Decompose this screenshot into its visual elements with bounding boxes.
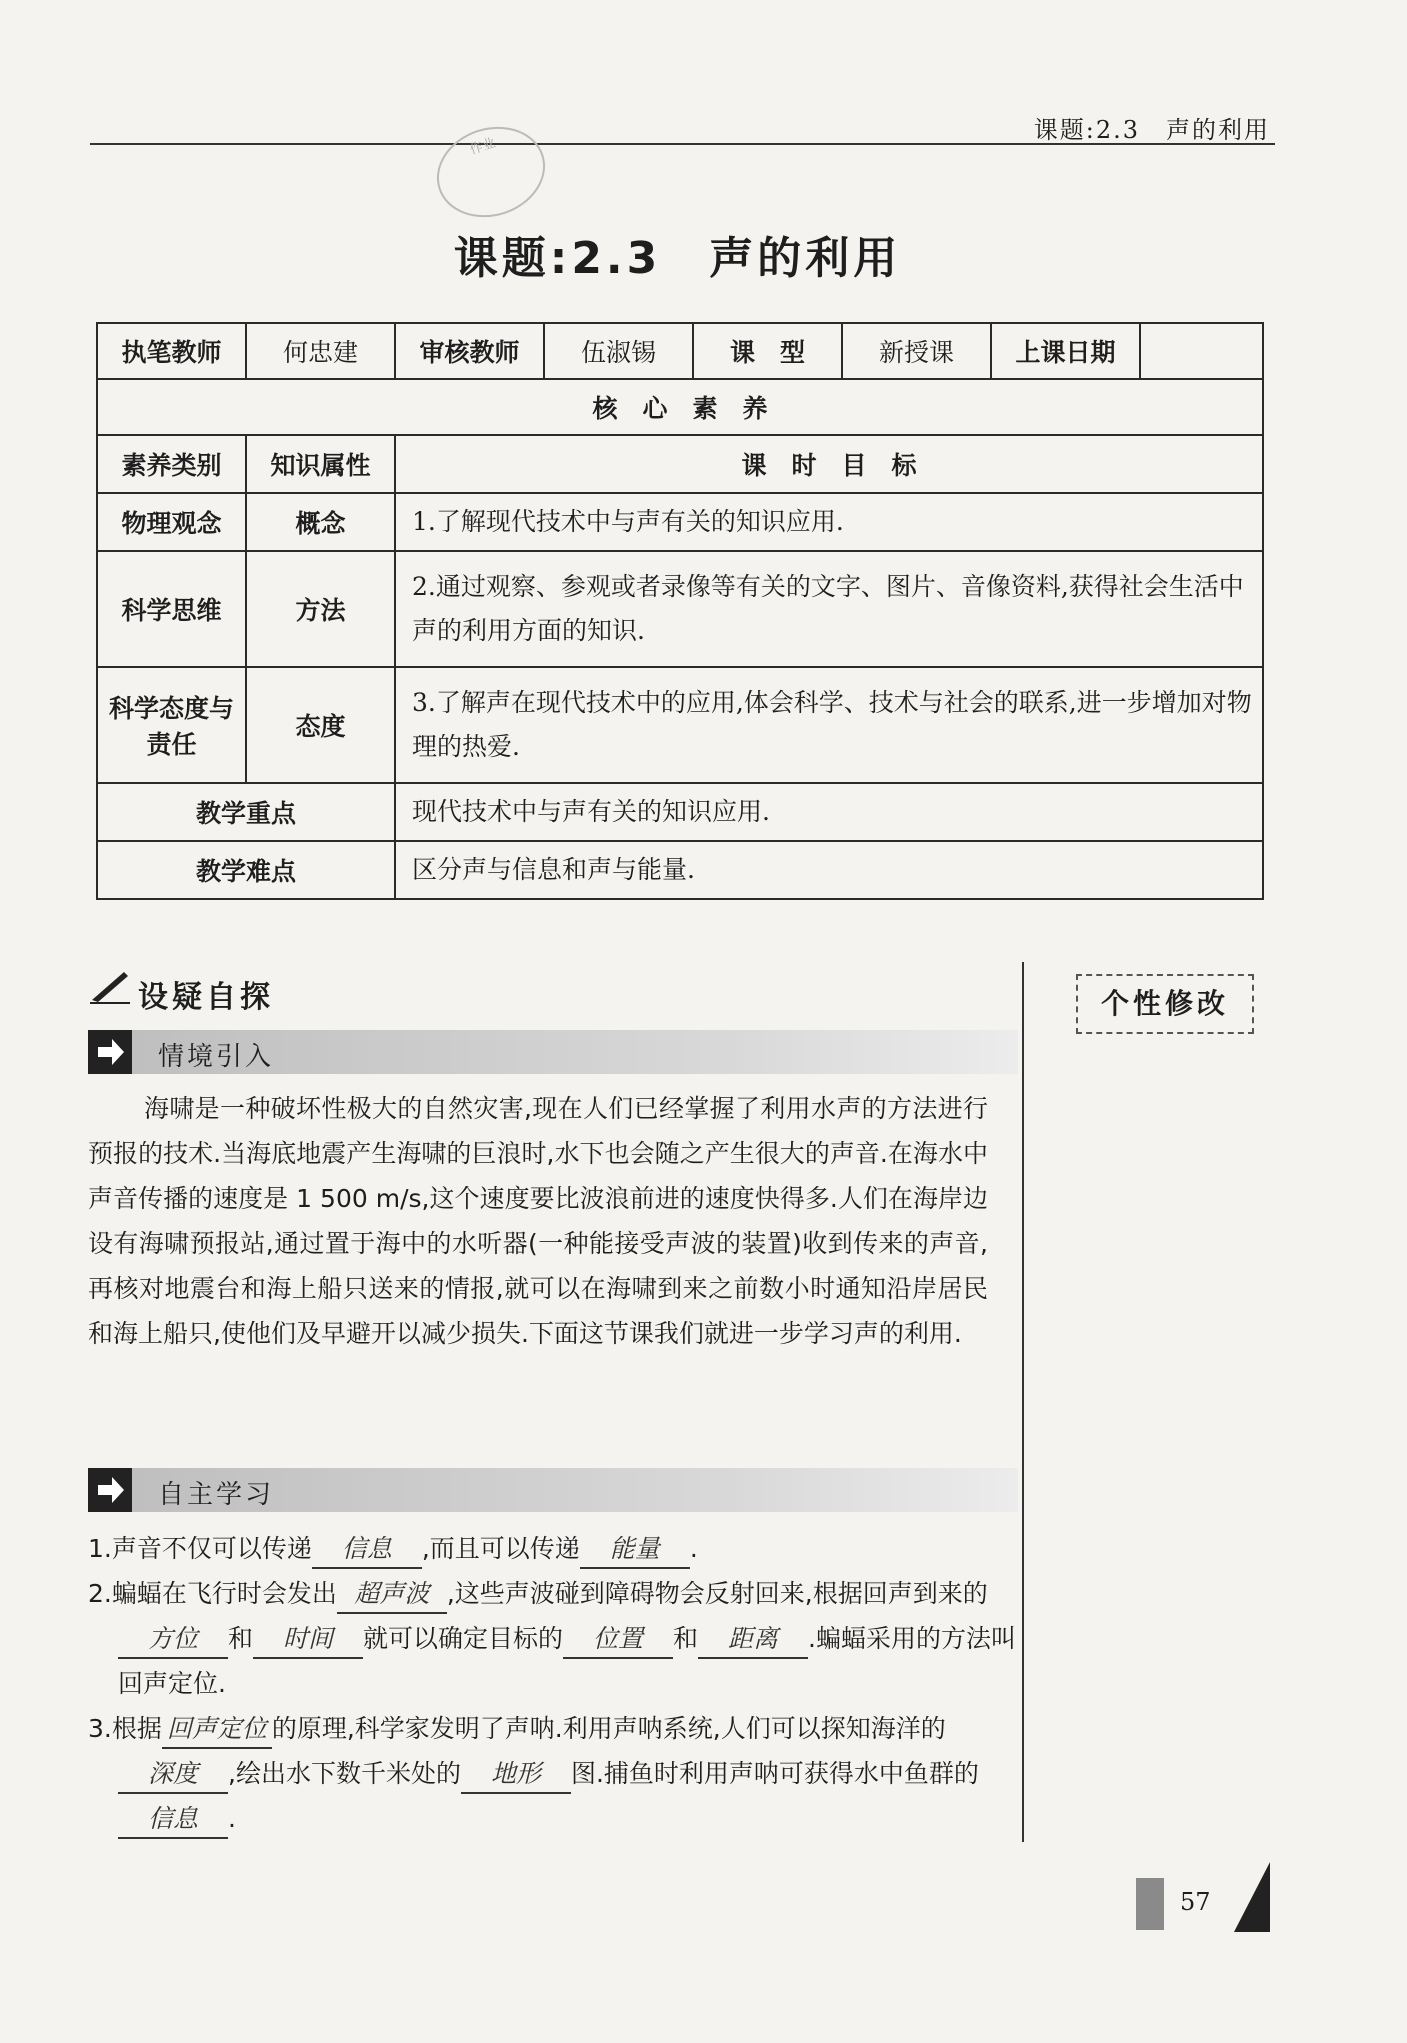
answer-blank: 距离 xyxy=(698,1621,808,1659)
arrow-icon xyxy=(88,1468,132,1512)
col-head-goal: 课 时 目 标 xyxy=(395,435,1263,493)
table-cell: 方法 xyxy=(246,551,395,667)
answer-blank: 方位 xyxy=(118,1621,228,1659)
page-title: 课题:2.3 声的利用 xyxy=(453,233,902,284)
table-cell-date-empty xyxy=(1140,323,1263,379)
table-cell: 课 型 xyxy=(693,323,842,379)
question-text: 和 xyxy=(228,1624,254,1653)
table-row xyxy=(97,379,1263,435)
key-point: 现代技术中与声有关的知识应用. xyxy=(395,783,1263,841)
self-study-banner xyxy=(88,1468,1018,1512)
answer-blank: 信息 xyxy=(312,1531,422,1569)
question-2 xyxy=(88,1571,1018,1706)
table-cell: 科学思维 xyxy=(97,551,246,667)
table-cell: 概念 xyxy=(246,493,395,551)
table-cell: 态度 xyxy=(246,667,395,783)
question-text: 和 xyxy=(673,1624,699,1653)
intro-paragraph: 海啸是一种破坏性极大的自然灾害,现在人们已经掌握了利用水声的方法进行预报的技术.当海底地震产生海啸的巨浪时,水下也会随之产生很大的声音.在海水中声音传播的速度是 1 500 m/s,这个速度要比波浪前进的速度快得多.人们在海岸边设有海啸预报站,通过置于海中的水听器(一种能接受声波的装置)收到传来的声音,再核对地震台和海上船只送来的情报,就可以在海啸到来之前数小时通知沿岸居民和海上船只,使他们及早避开以减少损失.下面这节课我们就进一步学习声的利用. xyxy=(88,1094,988,1348)
question-3 xyxy=(88,1706,1018,1841)
table-cell: 物理观念 xyxy=(97,493,246,551)
question-text: ,这些声波碰到障碍物会反射回来,根据回声到来的 xyxy=(446,1579,988,1608)
col-head-category: 素养类别 xyxy=(97,435,246,493)
question-text: 图.捕鱼时利用声呐可获得水中鱼群的 xyxy=(570,1759,979,1788)
col-head-attribute: 知识属性 xyxy=(246,435,395,493)
table-row xyxy=(97,667,1263,783)
page-corner-triangle xyxy=(1234,1862,1270,1932)
header-rule xyxy=(90,143,1275,145)
table-cell: 科学态度与责任 xyxy=(97,667,246,783)
personal-notes-box: 个性修改 xyxy=(1076,974,1254,1034)
table-row xyxy=(97,783,1263,841)
intro-label: 情境引入 xyxy=(158,1042,275,1072)
question-text: ,绘出水下数千米处的 xyxy=(228,1759,461,1788)
question-text: . xyxy=(228,1804,236,1833)
table-cell: 新授课 xyxy=(842,323,991,379)
answer-blank: 深度 xyxy=(118,1756,228,1794)
table-cell: 1.了解现代技术中与声有关的知识应用. xyxy=(395,493,1263,551)
stamp-text: 作业 xyxy=(468,135,498,158)
table-cell: 上课日期 xyxy=(991,323,1140,379)
answer-blank: 能量 xyxy=(580,1531,690,1569)
difficulty-label: 教学难点 xyxy=(97,841,395,899)
section-title: 设疑自探 xyxy=(138,980,274,1015)
arrow-icon xyxy=(88,1030,132,1074)
answer-blank: 超声波 xyxy=(337,1576,447,1614)
question-text: 3.根据 xyxy=(88,1714,162,1743)
question-1 xyxy=(88,1526,1018,1571)
intro-banner xyxy=(88,1030,1018,1074)
answer-blank: 信息 xyxy=(118,1801,228,1839)
self-study-label: 自主学习 xyxy=(158,1480,275,1510)
pen-icon xyxy=(88,968,132,1004)
core-heading: 核 心 素 养 xyxy=(97,379,1263,435)
table-cell: 何忠建 xyxy=(246,323,395,379)
page-number: 57 xyxy=(1180,1888,1211,1916)
question-text: 就可以确定目标的 xyxy=(363,1624,564,1653)
question-text: ,而且可以传递 xyxy=(421,1534,580,1563)
running-header: 课题:2.3 声的利用 xyxy=(1033,116,1270,144)
page-tab-block xyxy=(1136,1878,1164,1930)
homework-stamp-watermark xyxy=(425,113,557,231)
table-row xyxy=(97,841,1263,899)
answer-blank: 时间 xyxy=(253,1621,363,1659)
question-text: 2.蝙蝠在飞行时会发出 xyxy=(88,1579,337,1608)
answer-blank: 地形 xyxy=(461,1756,571,1794)
table-row xyxy=(97,551,1263,667)
table-row xyxy=(97,323,1263,379)
table-cell: 审核教师 xyxy=(395,323,544,379)
lesson-info-table xyxy=(96,322,1264,900)
table-cell: 执笔教师 xyxy=(97,323,246,379)
table-cell: 2.通过观察、参观或者录像等有关的文字、图片、音像资料,获得社会生活中声的利用方面的知识. xyxy=(395,551,1263,667)
key-point-label: 教学重点 xyxy=(97,783,395,841)
table-cell: 3.了解声在现代技术中的应用,体会科学、技术与社会的联系,进一步增加对物理的热爱. xyxy=(395,667,1263,783)
question-text: . xyxy=(689,1534,698,1563)
table-row xyxy=(97,435,1263,493)
question-text: .蝙蝠采用的方法叫回声定位. xyxy=(118,1624,1016,1698)
question-text: 1.声音不仅可以传递 xyxy=(88,1534,312,1563)
answer-blank: 位置 xyxy=(563,1621,673,1659)
table-cell: 伍淑锡 xyxy=(544,323,693,379)
margin-divider xyxy=(1022,962,1024,1842)
table-row xyxy=(97,493,1263,551)
answer-blank: 回声定位 xyxy=(162,1711,272,1749)
difficulty: 区分声与信息和声与能量. xyxy=(395,841,1263,899)
self-study-questions xyxy=(88,1526,1018,1841)
question-text: 的原理,科学家发明了声呐.利用声呐系统,人们可以探知海洋的 xyxy=(271,1714,946,1743)
